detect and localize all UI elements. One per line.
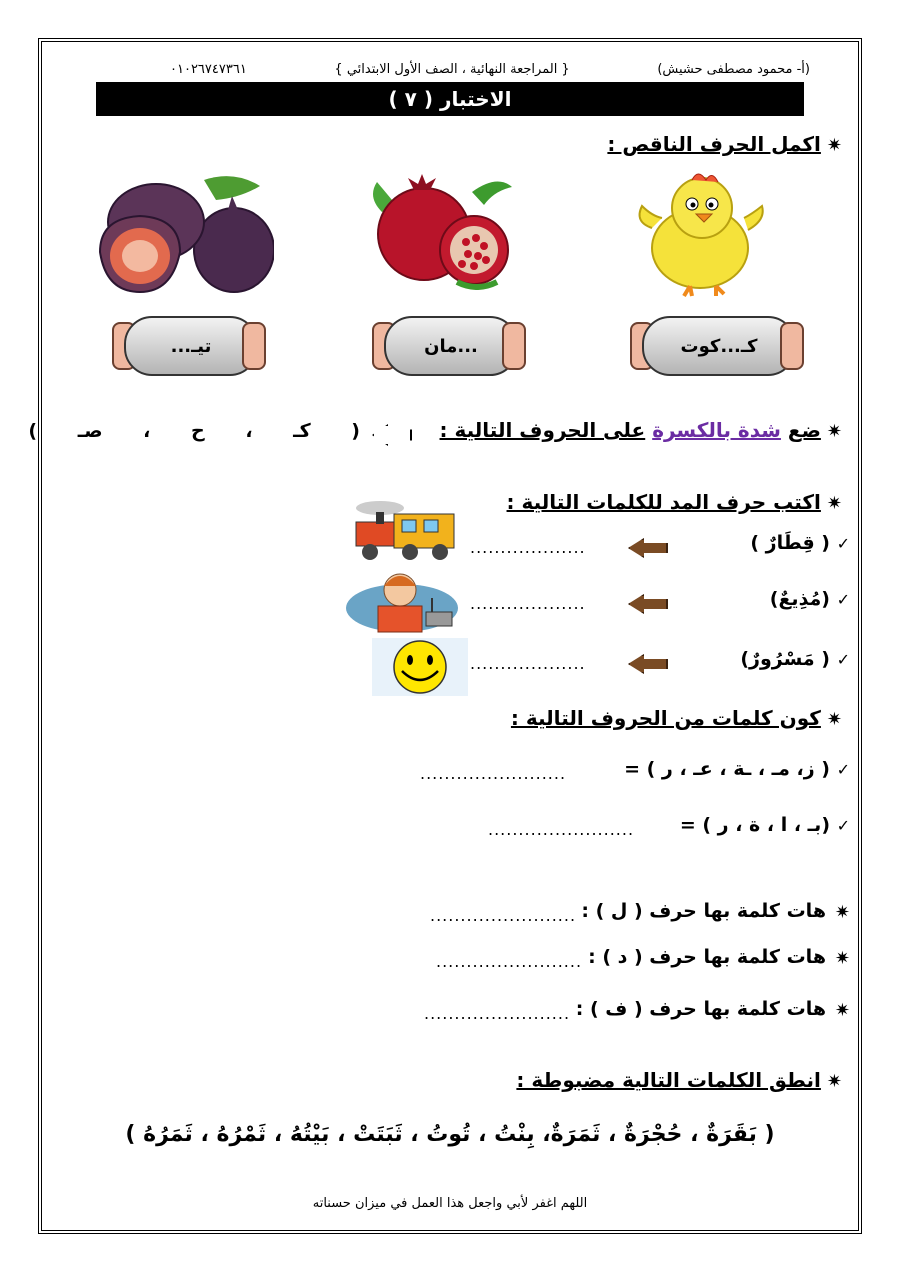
letter-prompt-3: هات كلمة بها حرف ( ف ) : — [575, 998, 826, 1020]
checkmark-icon: ✓ — [836, 590, 850, 609]
star-bullet-icon: ✷ — [826, 421, 842, 442]
answer-blank[interactable]: ........................ — [436, 952, 583, 971]
q3-prompt: ✷اكتب حرف المد للكلمات التالية : — [506, 490, 842, 514]
answer-blank[interactable]: ................... — [470, 654, 586, 673]
star-bullet-icon: ✷ — [826, 493, 842, 514]
chick-picture — [630, 168, 770, 298]
chick-word-pill[interactable]: كـ...كوت — [642, 316, 796, 376]
q1-item-pomegranate — [372, 312, 526, 380]
answer-blank[interactable]: ................... — [470, 594, 586, 613]
fig-word-pill[interactable]: تيـ... — [124, 316, 258, 376]
letters-set-2: (بـ ، ا ، ة ، ر ) = — [679, 814, 830, 836]
checkmark-icon: ✓ — [836, 760, 850, 779]
footer-dua: اللهم اغفر لأبي واجعل هذا العمل في ميزان حسناته — [312, 1196, 588, 1211]
q5-row-1 — [430, 900, 850, 928]
author: (أ- محمود مصطفى حشيش) — [657, 61, 810, 77]
phone-number: ٠١٠٢٦٧٤٧٣٦١ — [170, 61, 247, 77]
q4-row-2 — [488, 814, 850, 842]
pomegranate-word-pill[interactable]: ...مان — [384, 316, 518, 376]
letter-prompt-1: هات كلمة بها حرف ( ل ) : — [581, 900, 826, 922]
answer-blank[interactable]: ........................ — [430, 906, 577, 925]
mad-word-1: ( قِطَارٌ ) — [750, 532, 830, 554]
checkmark-icon: ✓ — [836, 816, 850, 835]
mad-word-2: (مُذِيعٌ) — [769, 588, 830, 610]
left-arrow-icon — [628, 538, 668, 558]
left-arrow-icon — [628, 654, 668, 674]
train-picture — [350, 500, 465, 562]
thumb-icon — [242, 322, 266, 370]
pomegranate-picture — [362, 172, 522, 290]
words-to-read: ( بَقَرَةٌ ، حُجْرَةٌ ، ثَمَرَةٌ، بِنْتُ ، تُوتُ ، ثَبَتَتْ ، بَيْتُهُ ، ثَمْرُهُ ، ثَمَرُهُ ) — [125, 1122, 775, 1147]
q1-item-fig — [112, 312, 266, 380]
star-bullet-icon: ✷ — [834, 902, 850, 923]
star-bullet-icon: ✷ — [826, 1071, 842, 1092]
thumb-icon — [502, 322, 526, 370]
smiley-picture — [372, 638, 468, 696]
star-bullet-icon: ✷ — [826, 135, 842, 156]
answer-blank[interactable]: ........................ — [488, 820, 635, 839]
q5-row-3 — [424, 998, 850, 1026]
q6-prompt: ✷انطق الكلمات التالية مضبوطة : — [516, 1068, 842, 1092]
answer-blank[interactable]: ................... — [470, 538, 586, 557]
q4-row-1 — [420, 758, 850, 786]
q2-letters: ( كـ ، ح ، صـ ) — [28, 420, 360, 442]
star-bullet-icon: ✷ — [834, 948, 850, 969]
q3-row-1 — [470, 532, 850, 562]
q3-row-3 — [470, 648, 850, 678]
q1-prompt: ✷اكمل الحرف الناقص : — [607, 132, 842, 156]
letters-set-1: ( ز، مـ ، ـة ، عـ ، ر ) = — [624, 758, 830, 780]
answer-blank[interactable]: ........................ — [420, 764, 567, 783]
announcer-picture — [342, 568, 460, 638]
checkmark-icon: ✓ — [836, 650, 850, 669]
thumb-icon — [780, 322, 804, 370]
q2-prompt: ✷ضع شدة بالكسرة على الحروف التالية : — [439, 418, 842, 442]
header-line — [170, 58, 810, 80]
star-bullet-icon: ✷ — [826, 709, 842, 730]
left-arrow-icon — [628, 594, 668, 614]
test-title: الاختبار ( ٧ ) — [96, 82, 804, 116]
q5-row-2 — [436, 946, 850, 974]
checkmark-icon: ✓ — [836, 534, 850, 553]
q3-row-2 — [470, 588, 850, 618]
q1-item-chick — [630, 312, 804, 380]
q4-prompt: ✷كون كلمات من الحروف التالية : — [510, 706, 842, 730]
fig-picture — [94, 172, 274, 296]
letter-prompt-2: هات كلمة بها حرف ( د ) : — [588, 946, 826, 968]
mad-word-3: ( مَسْرُورٌ) — [740, 648, 830, 670]
answer-blank[interactable]: ........................ — [424, 1004, 571, 1023]
review-title: { المراجعة النهائية ، الصف الأول الابتدائي } — [334, 61, 570, 77]
star-bullet-icon: ✷ — [834, 1000, 850, 1021]
